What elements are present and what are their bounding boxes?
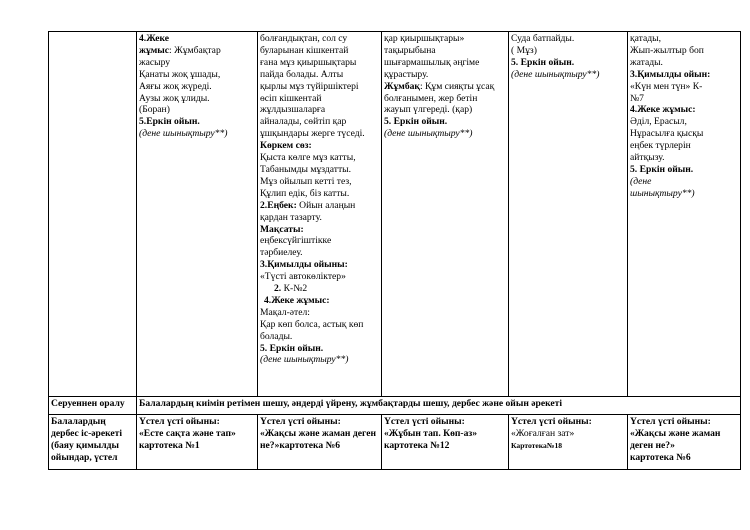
text-run: қардан тазарту. — [260, 211, 322, 223]
text-run: (дене шынықтыру**) — [511, 68, 600, 80]
text-run: Әділ, Ерасыл, — [630, 116, 687, 128]
text-line — [511, 33, 625, 45]
table-cell-col2 — [258, 32, 382, 397]
text-line — [630, 164, 738, 176]
text-run: қырлы мұз түйіршіктері — [260, 80, 359, 92]
text-run: : Құм сияқты ұсақ — [419, 80, 495, 92]
text-run: ғана мұз қиыршықтары — [260, 56, 357, 68]
text-run: Мақсаты: — [260, 223, 304, 235]
text-run: Көркем сөз: — [260, 140, 312, 152]
table-cell-col4 — [509, 32, 628, 397]
table-cell-col5 — [628, 32, 741, 397]
text-run: «Есте сақта және тап» — [139, 427, 236, 439]
board-game-cell — [628, 415, 741, 470]
text-line — [139, 104, 255, 116]
text-run: буларынан кішкентай — [260, 44, 349, 56]
text-line — [260, 271, 379, 283]
text-line — [260, 57, 379, 69]
text-run: Аузы жоқ ұлиды. — [139, 92, 210, 104]
text-line — [630, 81, 738, 93]
text-run: №7 — [630, 92, 644, 104]
text-run: (Боран) — [139, 104, 170, 116]
text-run: болғанымен, жер бетін — [384, 92, 478, 104]
text-line — [260, 343, 379, 355]
text-run: Құлип едік, біз катты. — [260, 187, 350, 199]
text-run: еңбек түрлерін — [630, 140, 691, 152]
text-run: Картотека№18 — [511, 440, 563, 450]
text-line — [630, 440, 738, 452]
text-line — [260, 45, 379, 57]
text-run: «Жұбын тап. Көп-аз» — [384, 427, 478, 439]
text-run: 3.Қимылды ойыны: — [260, 259, 348, 271]
text-line — [139, 45, 255, 57]
table-row — [49, 397, 741, 415]
text-line — [260, 104, 379, 116]
board-game-cell — [382, 415, 509, 470]
text-line — [384, 45, 506, 57]
text-run: «Жақсы және жаман деген — [260, 427, 376, 439]
text-run: құрастыру. — [384, 68, 429, 80]
text-run: 3.Қимылды ойын: — [630, 68, 711, 80]
text-run: (дене шынықтыру**) — [384, 128, 473, 140]
text-run: Аяғы жоқ жүреді. — [139, 80, 212, 92]
text-run: қар қиыршықтары» — [384, 33, 465, 44]
text-run: 2.Еңбек: — [260, 199, 300, 211]
text-run: Үстел үсті ойыны: — [630, 416, 711, 427]
text-run: Қар көп болса, астық көп — [260, 318, 364, 330]
text-run: 4.Жеке жұмыс: — [630, 104, 696, 116]
text-run: 2. — [274, 283, 284, 295]
table-cell-col1 — [137, 32, 258, 397]
text-run: жасыру — [139, 56, 171, 68]
table-cell-col3 — [382, 32, 509, 397]
text-line — [630, 45, 738, 57]
text-line — [260, 354, 379, 366]
text-line — [260, 416, 379, 428]
text-line — [384, 104, 506, 116]
text-run: не?»картотека №6 — [260, 439, 341, 451]
text-line — [630, 416, 738, 428]
text-line — [260, 200, 379, 212]
text-run: Жұмбақ — [384, 80, 420, 92]
text-line — [139, 116, 255, 128]
text-line — [384, 128, 506, 140]
text-line — [260, 428, 379, 440]
table-row — [49, 32, 741, 397]
text-line — [139, 428, 255, 440]
table-cell-empty — [49, 32, 137, 397]
text-run: болғандықтан, сол су — [260, 33, 348, 44]
text-run: Мұз ойылып кетті тез, — [260, 175, 352, 187]
text-run: ұшқындары жерге түседі. — [260, 128, 365, 140]
text-line — [630, 93, 738, 105]
label-line: ойындар, үстел — [51, 451, 118, 463]
text-line — [260, 188, 379, 200]
text-run: Үстел үсті ойыны: — [260, 416, 341, 427]
text-line — [384, 33, 506, 45]
text-run: шығармашылық әңгіме — [384, 56, 480, 68]
text-line — [139, 416, 255, 428]
text-run: 5.Еркін ойын. — [139, 116, 200, 128]
text-line — [260, 176, 379, 188]
text-line — [260, 69, 379, 81]
text-line — [630, 57, 738, 69]
text-run: Жып-жылтыр боп — [630, 44, 704, 56]
text-line — [260, 259, 379, 271]
text-line — [260, 81, 379, 93]
text-line — [511, 45, 625, 57]
text-run: жатады. — [630, 56, 663, 68]
text-run: Қанаты жоқ ұшады, — [139, 68, 221, 80]
text-run: болады. — [260, 330, 293, 342]
text-line — [139, 93, 255, 105]
text-line — [260, 152, 379, 164]
text-line — [630, 140, 738, 152]
text-run: «Жақсы және жаман — [630, 427, 721, 439]
text-line — [260, 247, 379, 259]
text-run: жұмыс — [139, 44, 170, 56]
text-line — [511, 416, 625, 428]
text-run: айтқызу. — [630, 152, 665, 164]
text-run: Нұрасылға қысқы — [630, 128, 704, 140]
text-run: 4.Жеке — [139, 33, 169, 44]
text-run: Үстел үсті ойыны: — [511, 416, 592, 427]
text-line — [511, 69, 625, 81]
text-line — [630, 152, 738, 164]
text-run: 4.Жеке жұмыс: — [264, 294, 330, 306]
text-run: К-№2 — [283, 283, 308, 295]
text-run: 5. Еркін ойын. — [630, 163, 694, 175]
text-line — [630, 33, 738, 45]
text-line — [260, 235, 379, 247]
text-line — [511, 428, 625, 440]
text-line — [384, 81, 506, 93]
table-row — [49, 415, 741, 470]
row-label-independent-activity — [49, 415, 137, 470]
text-run: (дене шынықтыру**) — [139, 128, 228, 140]
label-line: Балалардың — [51, 416, 106, 427]
return-walk-description: Балалардың киімін ретімен шешу, әндерді үйрену, жұмбақтарды шешу, дербес және ойын әрекеті — [137, 397, 741, 415]
text-line — [139, 440, 255, 452]
text-run: «Жоғалған зат» — [511, 427, 575, 439]
text-run: картотека №6 — [630, 451, 691, 463]
text-run: Ойын алаңын — [299, 199, 356, 211]
text-run: қатады, — [630, 33, 661, 44]
text-line — [384, 416, 506, 428]
text-run: тақырыбына — [384, 44, 436, 56]
text-run: 5. Еркін ойын. — [260, 342, 324, 354]
text-line — [260, 331, 379, 343]
text-run: еңбексүйгіштікке — [260, 235, 332, 247]
label-line: дербес іс-әрекеті — [51, 427, 123, 439]
text-line — [630, 128, 738, 140]
text-run: пайда болады. Алты — [260, 68, 344, 80]
text-line — [511, 440, 625, 452]
text-run: тәрбиелеу. — [260, 247, 303, 259]
text-line — [260, 128, 379, 140]
text-run: жұлдызшаларға — [260, 104, 326, 116]
text-line — [384, 93, 506, 105]
text-line — [630, 188, 738, 200]
text-run: картотека №12 — [384, 439, 450, 451]
row-label-return-walk: Серуеннен оралу — [49, 397, 137, 415]
text-line — [384, 57, 506, 69]
text-run: Мақал-әтел: — [260, 306, 310, 318]
text-line — [630, 428, 738, 440]
text-run: жауып үлгереді. (қар) — [384, 104, 473, 116]
text-line — [630, 176, 738, 188]
text-line — [260, 212, 379, 224]
text-run: Суда батпайды. — [511, 33, 575, 44]
text-line — [630, 69, 738, 81]
board-game-cell — [137, 415, 258, 470]
text-line — [139, 128, 255, 140]
text-run: (дене шынықтыру**) — [260, 354, 349, 366]
text-line — [139, 57, 255, 69]
text-line — [384, 440, 506, 452]
text-run: «Түсті автокөліктер» — [260, 271, 346, 283]
text-line — [260, 307, 379, 319]
lesson-plan-table — [48, 31, 741, 470]
text-run: өсіп кішкентай — [260, 92, 322, 104]
text-line — [260, 33, 379, 45]
text-line — [384, 428, 506, 440]
text-run: (дене — [630, 175, 652, 187]
text-run: шынықтыру**) — [630, 187, 695, 199]
text-run: Үстел үсті ойыны: — [139, 416, 220, 427]
text-line — [260, 164, 379, 176]
text-line — [139, 69, 255, 81]
text-run: картотека №1 — [139, 439, 200, 451]
text-run: : Жұмбақтар — [169, 44, 221, 56]
text-run: Табанымды мұздатты. — [260, 163, 351, 175]
text-line — [260, 283, 379, 295]
text-line — [630, 116, 738, 128]
text-line — [630, 104, 738, 116]
text-line — [260, 295, 379, 307]
text-line — [260, 224, 379, 236]
text-line — [260, 319, 379, 331]
text-line — [260, 440, 379, 452]
text-run: 5. Еркін ойын. — [511, 56, 575, 68]
board-game-cell — [509, 415, 628, 470]
text-run: «Күн мен түн» К- — [630, 80, 703, 92]
text-line — [260, 140, 379, 152]
text-line — [384, 116, 506, 128]
text-line — [139, 33, 255, 45]
text-line — [260, 93, 379, 105]
text-run: Қыста көлге мұз катты, — [260, 152, 356, 164]
text-line — [630, 452, 738, 464]
text-line — [139, 81, 255, 93]
text-line — [511, 57, 625, 69]
text-line — [384, 69, 506, 81]
label-line: (баяу қимылды — [51, 439, 119, 451]
text-line — [260, 116, 379, 128]
text-run: деген не?» — [630, 439, 675, 451]
text-run: Үстел үсті ойыны: — [384, 416, 465, 427]
text-run: 5. Еркін ойын. — [384, 116, 448, 128]
text-run: айналады, сөйтіп қар — [260, 116, 347, 128]
text-run: ( Мұз) — [511, 44, 537, 56]
board-game-cell — [258, 415, 382, 470]
